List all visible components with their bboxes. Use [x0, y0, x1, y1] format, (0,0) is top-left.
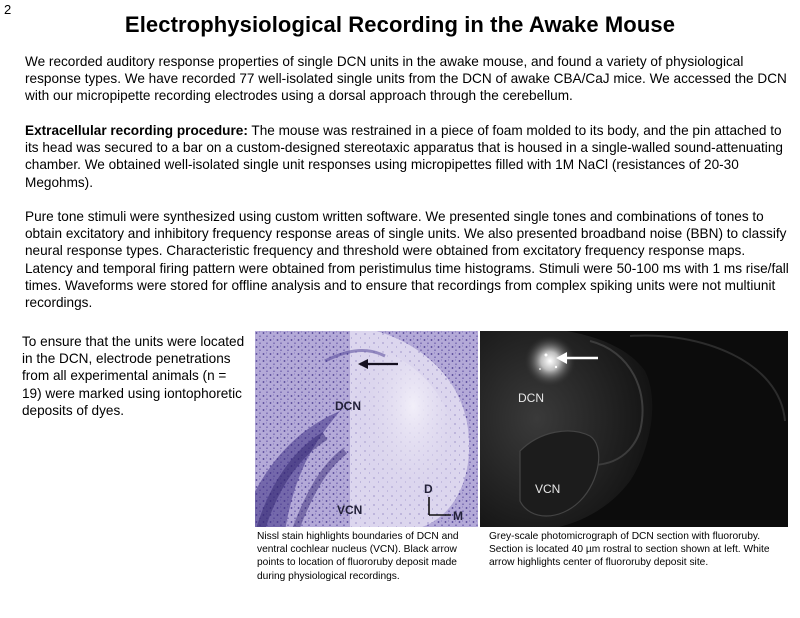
stimuli-paragraph: Pure tone stimuli were synthesized using custom written software. We presented single tones and combinations of tones to obtain excitatory and inhibitory frequency response areas of single units. We also presented broadband noise (BBN) to classify neural response types. Characteristic frequency and threshold were obtained from excitatory frequency response maps. Latency and temporal firing pattern were obtained from peristimulus time histograms. Stimuli were 50-100 ms with 1 ms rise/fall times. Waveforms were stored for offline analysis and to ensure that recordings from complex spiking units were not multiunit recordings. [25, 209, 789, 311]
procedure-text: The mouse was restrained in a piece of foam molded to its body, and the pin attached to its head was secured to a bar on a custom-designed stereotaxic apparatus that is housed in a single-walled sound-attenuating chamber. We obtained well-isolated single unit responses using micropipettes filled with 1M NaCl (resistances of 20-30 Megohms). [25, 123, 783, 190]
nissl-caption: Nissl stain highlights boundaries of DCN and ventral cochlear nucleus (VCN). Black arrow points to location of fluororuby deposit made during physiological recordings. [257, 531, 459, 582]
procedure-paragraph [25, 122, 795, 191]
dorsal-axis-label: D [424, 482, 433, 496]
procedure-heading: Extracellular recording procedure: [25, 123, 248, 138]
page-title: Electrophysiological Recording in the Awake Mouse [124, 12, 676, 37]
intro-paragraph: We recorded auditory response properties of single DCN units in the awake mouse, and found a variety of physiological response types. We have recorded 77 well-isolated single units from the DCN of awake CBA/CaJ mice. We accessed the DCN with our micropipette recording electrodes using a dorsal approach through the cerebellum. [25, 54, 787, 104]
nissl-dcn-label: DCN [335, 399, 361, 413]
fluororuby-image [480, 331, 788, 527]
nissl-stain-image [255, 331, 478, 527]
dye-marking-note: To ensure that the units were located in the DCN, electrode penetrations from all experimental animals (n = 19) were marked using iontophoretic deposits of dyes. [22, 334, 245, 418]
medial-axis-label: M [453, 509, 463, 523]
page-number: 2 [4, 2, 12, 17]
fluoro-vcn-label: VCN [535, 482, 561, 496]
fluoro-dcn-label: DCN [518, 391, 544, 405]
nissl-vcn-label: VCN [337, 503, 363, 517]
fluoro-caption: Grey-scale photomicrograph of DCN section with fluororuby. Section is located 40 µm rostral to section shown at left. White arrow highlights center of fluororuby deposit site. [489, 531, 770, 569]
